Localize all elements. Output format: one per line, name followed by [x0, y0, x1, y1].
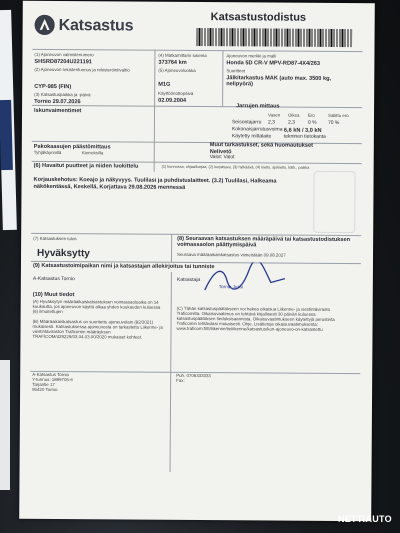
registration-label: (2) Ajoneuvon rekisteritunnus ja rekisteröintivaltio	[34, 66, 130, 73]
first-registration-label: Käyttöönottopäivä	[158, 90, 194, 96]
parking-brake-right: 2,3	[287, 119, 295, 126]
meter-value: tekninen tietokanta	[283, 133, 326, 140]
background-document-edge-lower	[0, 360, 10, 490]
footer-station-name: A-Katsastus Tornio	[32, 371, 70, 378]
inspector-name: Tornio Jussi	[218, 284, 244, 290]
brake-col-diff: Ero	[308, 112, 315, 118]
brand-name: Katsastus	[58, 17, 134, 35]
total-brake-value: 6,6 kN / 3,0 kN	[283, 127, 322, 134]
inspection-certificate	[19, 1, 375, 521]
extra-info-b: (B) Määräaikaiskatsastus on suoritettu ajoneuvolain (82/2021) mukaisesti. Katsastuksessa ajoneuvosta on tarkastettu Liikenne- ja viestintäviraston Traficomin määräyksen TRAFICOM/429229/03.04.03.00/2020 mukaiset kohteet.	[32, 318, 163, 340]
footer-fax: Fax:	[176, 377, 185, 383]
footer-city: 95420 Tornio	[32, 386, 58, 393]
brake-col-right: Oikea	[288, 112, 300, 118]
next-inspection-date: Seuraava määräaikaiskatsastus viimeistään 09.08.2027	[177, 251, 286, 258]
vehicle-class-label: (5) Ajoneuvoluokka	[158, 67, 196, 73]
inspection-place-label: (3) Katsastuspaikka ja -päivä	[34, 91, 91, 98]
car-diagram	[313, 171, 355, 233]
defects-legend: (1) kunnossa, ohjaa/korjaa, (2) korjattava, (3) hylkäävä, (4) kielto, ajokielto, kätk., paikka	[161, 164, 310, 170]
vin-label: (1) Ajoneuvon valmistenumero	[34, 51, 94, 58]
checked-items-header: Iskunvaimentimet	[34, 107, 82, 115]
first-registration-value: 02.09.2004	[158, 97, 187, 104]
defect-line-1: Korjauskehotus: Koeajo ja näkyvyys. Tuulilasi ja puhdistuslaitteet. (3.2) Tuulilasi, Halkeama	[33, 176, 277, 185]
emission-header: Pakokaasujen päästömittaus	[33, 143, 111, 151]
parking-brake-diff: 0 %	[307, 119, 317, 126]
nettiauto-watermark: NETTIAUTO	[337, 514, 392, 525]
other-checks-header: Muut tarkastukset, sekä huomautukset	[209, 142, 314, 149]
katsastus-logo-icon	[35, 15, 55, 35]
odometer-label: (4) Matkamittarin lukema	[158, 52, 207, 59]
result-value: Hyväksytty	[37, 247, 90, 260]
station-name: A-Katsastus Tornio	[32, 275, 75, 283]
brake-measure-header: Jarrujen mittaus	[236, 103, 280, 110]
brake-col-left: Vasen	[268, 112, 281, 118]
other-check-awd: Nelivetö	[209, 149, 232, 156]
emission-rpm-label: Kierroksilla	[81, 150, 104, 156]
other-check-lights: Valot: Valot	[209, 154, 235, 161]
signature-section-label: (9) Katsastustoimipaikan nimi ja katsastajan allekirjoitus tai tunniste	[32, 262, 215, 271]
total-brake-label: Kokonaisjarrutusvoima	[231, 126, 283, 133]
make-model-value: Honda 5D CR-V MPV-RD87-4X4/263	[226, 60, 320, 67]
footer-address: Tarjantie 17	[32, 381, 55, 388]
brake-col-allowed: Sallittu ero	[328, 112, 349, 119]
parking-brake-left: 2,3	[267, 119, 275, 126]
next-inspection-label: (8) Seuraavan katsastuksen määräpäivä tai katsastustodistuksen voimassaolon päättymispäivä	[177, 235, 351, 249]
extra-info-c: (C) Tähän katsastuspäätökseen voi hakea oikaisua Liikenne- ja viestintävirasto Traficomilta. Oikaisuvaatimus on tehtävä kirjallisesti 30 päivän kuluessa katsastuspäätöksen tiedoksisaannista. Oikaisuvaatimukseen käytettyjä perusteita Traficomin tehtäväksi mukaisesti. Ohje, Lisätietoja oikaisuvaatimuksesta: www.traficom.fi/fi/liikenne/tieliikenne/katsastus/kun-ajoneuvo-on-katsastettu	[176, 305, 335, 333]
vehicle-class-value: M1G	[158, 81, 171, 88]
inspector-label: Katsastaja	[176, 276, 201, 284]
inspection-place-value: Tornio 29.07.2026	[34, 98, 81, 106]
services-value: Jälkitarkastus MAK (auto max. 3500 kg, nelipyörä)	[226, 75, 332, 88]
inspector-signature	[201, 262, 291, 297]
background-document-stripe	[0, 100, 13, 170]
defect-line-2: näkökentässä, Keskellä, Korjattava 29.08.2026 mennessä	[33, 183, 186, 191]
result-label: (7) Katsastuksen tulos	[33, 235, 77, 242]
parking-brake-allowed: 70 %	[327, 119, 340, 126]
barcode	[197, 28, 353, 47]
make-model-label: Ajoneuvon merkki ja malli	[226, 53, 277, 59]
registration-value: CYP-985 (FIN)	[34, 83, 72, 91]
odometer-value: 373764 km	[158, 59, 187, 66]
defects-label: (6) Havaitut puutteet ja niiden luokittelu	[33, 162, 139, 170]
document-title: Katsastustodistus	[210, 11, 307, 24]
footer-phone: Puh. 0706333333	[176, 372, 211, 379]
footer-business-id: Y-tunnus: 1899705-6	[32, 376, 73, 383]
services-label: Suoritteet	[226, 68, 246, 74]
parking-brake-label: Seisontajarru	[231, 119, 262, 126]
extra-info-a: (A) Hyväksytyn määräaikaiskatsastuksen voimassaoloaika on 14 kuukautta, jos ajoneuvon käyttö alkaa yhden kuukauden kuluessa (6) ilmoitettujen	[32, 298, 161, 315]
extra-info-label: (10) Muut tiedot	[32, 291, 75, 299]
meter-label: Käytetty mittalaite	[231, 133, 272, 140]
vin-value: SHSRD87204U221191	[34, 58, 92, 66]
emission-idle-label: Tyhjäkäynnillä	[33, 149, 62, 156]
